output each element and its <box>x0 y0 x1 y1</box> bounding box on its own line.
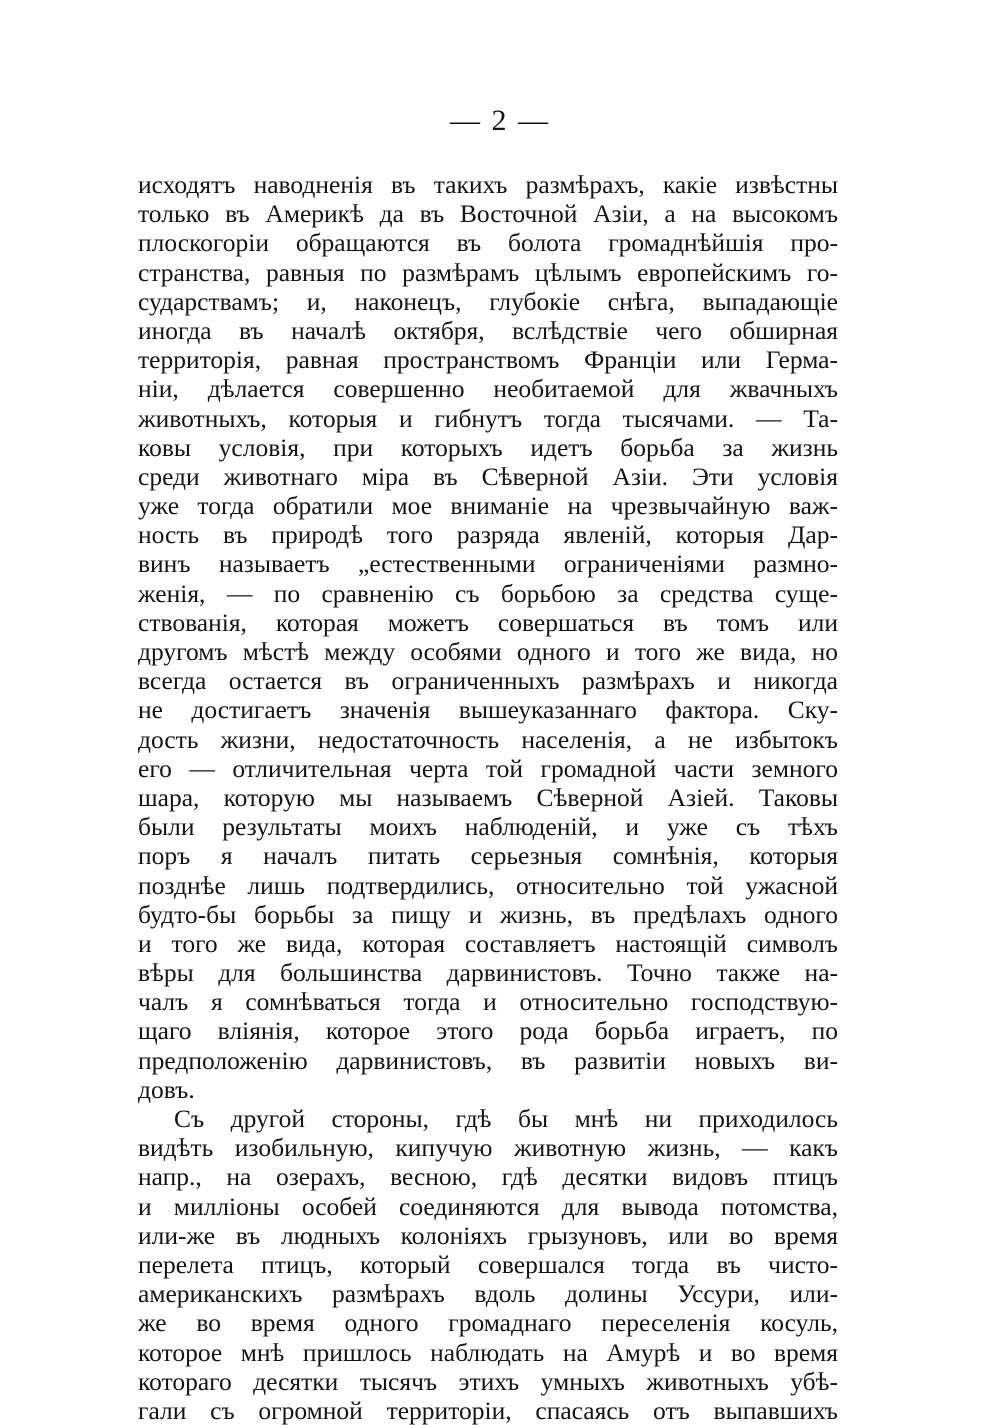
text-line: поръ я началъ питать серьезныя сомнѣнія, которыя <box>138 841 838 871</box>
text-line: ность въ природѣ того разряда явленій, которыя Дар- <box>138 520 838 550</box>
text-line: плоскогоріи обращаются въ болота громаднѣйшія про- <box>138 228 838 258</box>
text-line: странства, равныя по размѣрамъ цѣлымъ европейскимъ го- <box>138 257 838 287</box>
text-line: ковы условія, при которыхъ идетъ борьба за жизнь <box>138 432 838 462</box>
text-line: его — отличительная черта той громадной части земного <box>138 753 838 783</box>
text-line: и милліоны особей соединяются для вывода потомства, <box>138 1191 838 1221</box>
text-line: винъ называетъ „естественными ограниченіями размно- <box>138 549 838 579</box>
text-line: котораго десятки тысячъ этихъ умныхъ животныхъ убѣ- <box>138 1366 838 1396</box>
page-number: — 2 — <box>450 104 550 137</box>
text-line: территорія, равная пространствомъ Франціи или Герма- <box>138 345 838 375</box>
text-line: среди животнаго міра въ Сѣверной Азіи. Эти условія <box>138 461 838 491</box>
text-line: и того же вида, которая составляетъ настоящій символъ <box>138 928 838 958</box>
text-line: исходятъ наводненія въ такихъ размѣрахъ, какіе извѣстны <box>138 170 838 199</box>
text-line: гали съ огромной территоріи, спасаясь отъ выпавшихъ <box>138 1395 838 1425</box>
text-line: щаго вліянія, которое этого рода борьба играетъ, по <box>138 1016 838 1046</box>
text-line: или-же въ людныхъ колоніяхъ грызуновъ, или во время <box>138 1220 838 1250</box>
text-line: будто-бы борьбы за пищу и жизнь, въ предѣлахъ одного <box>138 899 838 929</box>
text-line: видѣть изобильную, кипучую животную жизнь, — какъ <box>138 1133 838 1163</box>
text-line: иногда въ началѣ октября, вслѣдствіе чего обширная <box>138 315 838 345</box>
text-line: перелета птицъ, который совершался тогда въ чисто- <box>138 1249 838 1279</box>
text-line: шара, которую мы называемъ Сѣверной Азіей. Таковы <box>138 782 838 812</box>
text-line: позднѣе лишь подтвердились, относительно той ужасной <box>138 870 838 900</box>
text-line: были результаты моихъ наблюденій, и уже съ тѣхъ <box>138 812 838 842</box>
text-line: которое мнѣ пришлось наблюдать на Амурѣ и во время <box>138 1337 838 1367</box>
text-line: всегда остается въ ограниченныхъ размѣрахъ и никогда <box>138 666 838 696</box>
text-line: же во время одного громаднаго переселенія косуль, <box>138 1308 838 1338</box>
text-line: ніи, дѣлается совершенно необитаемой для жвачныхъ <box>138 374 838 404</box>
text-line: другомъ мѣстѣ между особями одного и того же вида, но <box>138 637 838 666</box>
paragraph-2 <box>138 1104 838 1425</box>
text-line: женія, — по сравненію съ борьбою за средства суще- <box>138 578 838 608</box>
text-line: довъ. <box>138 1074 195 1104</box>
text-line: животныхъ, которыя и гибнутъ тогда тысячами. — Та- <box>138 403 838 433</box>
text-line: чалъ я сомнѣваться тогда и относительно господствую- <box>138 987 838 1017</box>
text-line: предположенію дарвинистовъ, въ развитіи новыхъ ви- <box>138 1045 838 1075</box>
text-line: сударствамъ; и, наконецъ, глубокіе снѣга, выпадающіе <box>138 286 838 316</box>
paragraph-1 <box>138 170 838 1104</box>
text-line: дость жизни, недостаточность населенія, а не избытокъ <box>138 724 838 754</box>
text-line: напр., на озерахъ, весною, гдѣ десятки видовъ птицъ <box>138 1162 838 1192</box>
text-line: не достигаетъ значенія вышеуказаннаго фактора. Ску- <box>138 695 838 725</box>
text-line: только въ Америкѣ да въ Восточной Азіи, а на высокомъ <box>138 199 838 229</box>
text-line: уже тогда обратили мое вниманіе на чрезвычайную важ- <box>138 491 838 521</box>
text-line: вѣры для большинства дарвинистовъ. Точно также на- <box>138 958 838 988</box>
text-line: американскихъ размѣрахъ вдоль долины Уссури, или- <box>138 1279 838 1309</box>
text-line: ствованія, которая можетъ совершаться въ томъ или <box>138 607 838 637</box>
body-text <box>138 170 838 1425</box>
text-line: Съ другой стороны, гдѣ бы мнѣ ни приходилось <box>174 1104 838 1133</box>
